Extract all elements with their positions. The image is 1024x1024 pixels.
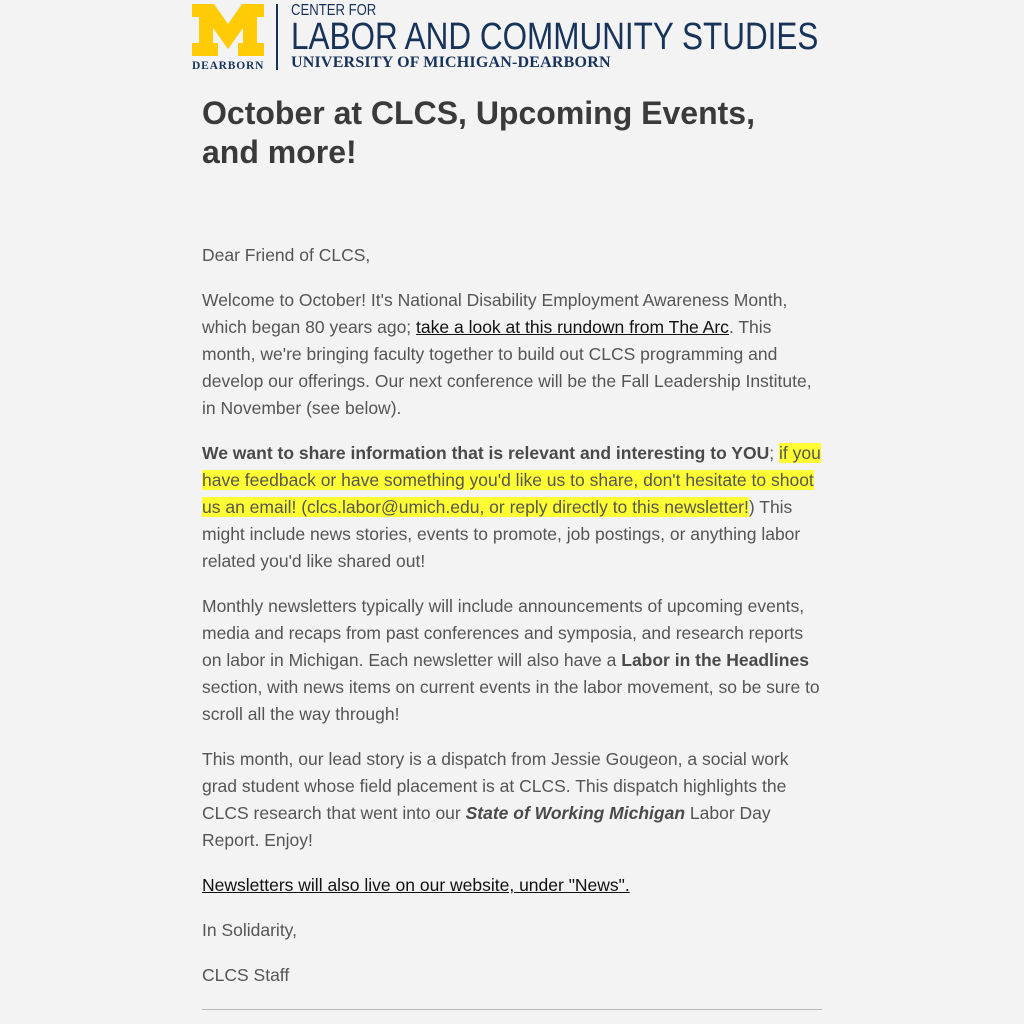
feedback-bold-text: We want to share information that is relevant and interesting to YOU	[202, 443, 770, 463]
lead-text-after: Labor Day Report. Enjoy!	[202, 803, 771, 850]
greeting: Dear Friend of CLCS,	[202, 245, 371, 265]
clcs-logo[interactable]	[192, 4, 837, 72]
newsletter-content	[202, 94, 824, 985]
logo-center-for: CENTER FOR	[291, 2, 377, 19]
newsletter-body	[202, 287, 824, 1007]
intro-text-after: . This month, we're bringing faculty together to build out CLCS programming and develop our offerings. Our next conference will be the Fall Leadership Institute, in November (see below).	[202, 317, 812, 418]
monthly-text-before: Monthly newsletters typically will include announcements of upcoming events, media and recaps from past conferences and symposia, and research reports on labor in Michigan. Each newsletter will also have a	[202, 596, 805, 670]
paragraph-lead-story	[202, 746, 824, 854]
logo-center-name: LABOR AND COMMUNITY STUDIES	[291, 16, 819, 58]
intro-text-before: Welcome to October! It's National Disability Employment Awareness Month, which began 80 years ago;	[202, 290, 788, 337]
logo-university: UNIVERSITY OF MICHIGAN-DEARBORN	[291, 54, 611, 71]
logo-dearborn-text: DEARBORN	[192, 60, 265, 72]
paragraph-intro	[202, 287, 824, 422]
block-m-icon	[192, 4, 264, 56]
newsletter-title: October at CLCS, Upcoming Events, and more!	[202, 95, 755, 170]
website-news-link[interactable]: Newsletters will also live on our website, under "News".	[202, 875, 630, 895]
the-arc-link[interactable]: take a look at this rundown from The Arc	[416, 317, 729, 337]
feedback-text-after: ) This might include news stories, events to promote, job postings, or anything labor related you'd like shared out!	[202, 497, 801, 571]
lead-text-before: This month, our lead story is a dispatch from Jessie Gougeon, a social work grad student whose field placement is at CLCS. This dispatch highlights the CLCS research that went into our	[202, 749, 789, 823]
logo-divider	[276, 4, 278, 70]
labor-headlines-bold: Labor in the Headlines	[621, 650, 809, 670]
signature: CLCS Staff	[202, 965, 290, 985]
feedback-highlight-text: if you have feedback or have something you'd like us to share, don't hesitate to shoot us an email! (clcs.labor@umich.edu, or reply directly to this newsletter!	[202, 443, 821, 517]
paragraph-feedback	[202, 440, 824, 575]
paragraph-website	[202, 872, 824, 899]
report-title-bold-italic: State of Working Michigan	[465, 803, 686, 823]
paragraph-monthly	[202, 593, 824, 728]
signoff: In Solidarity,	[202, 920, 297, 940]
footer-divider	[202, 1009, 822, 1010]
monthly-text-after: section, with news items on current events in the labor movement, so be sure to scroll all the way through!	[202, 677, 820, 724]
feedback-separator: ;	[769, 443, 779, 463]
